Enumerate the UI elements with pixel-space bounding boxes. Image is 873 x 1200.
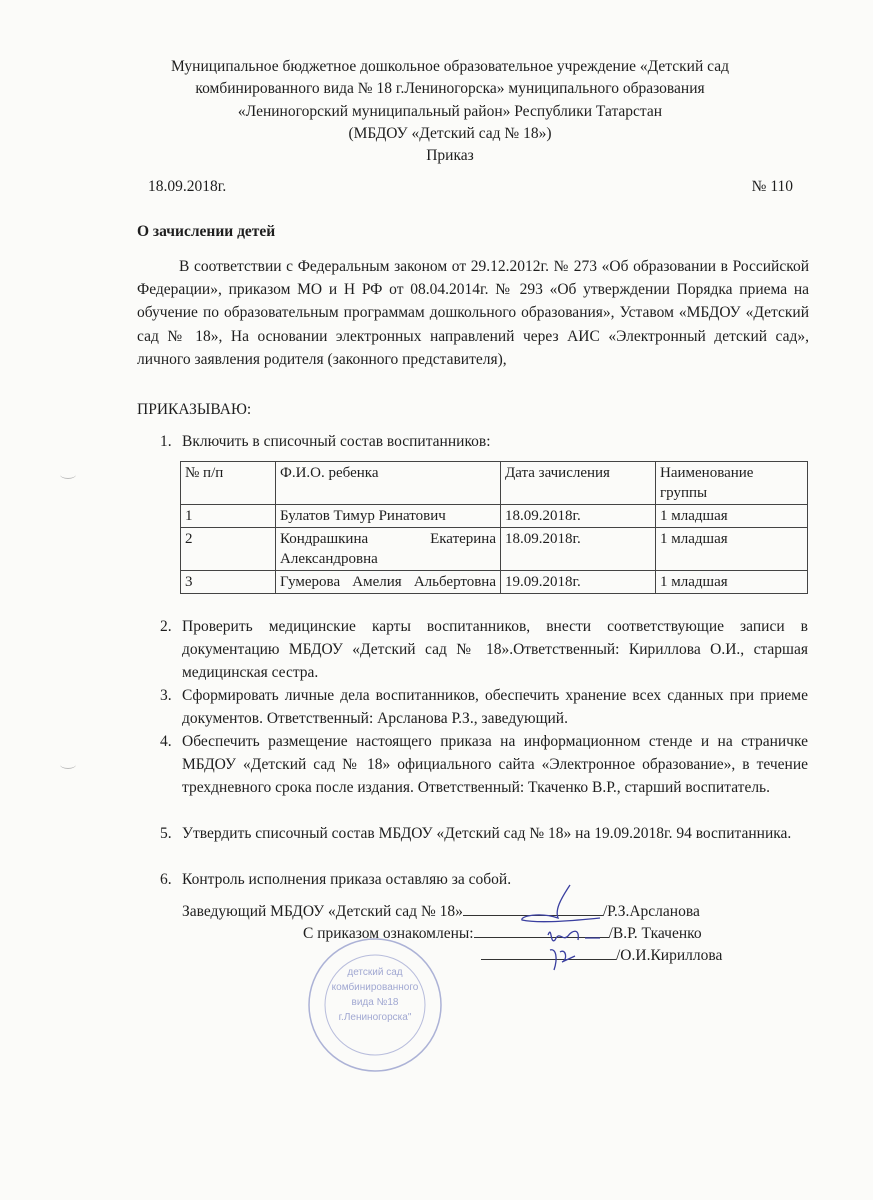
cell: 1 младшая	[656, 528, 808, 571]
scan-artifact	[60, 470, 76, 479]
cell: 1 младшая	[656, 571, 808, 594]
cell: 1 младшая	[656, 505, 808, 528]
order-number: № 110	[751, 178, 793, 195]
cell: Булатов Тимур Ринатович	[276, 505, 501, 528]
item-text: Контроль исполнения приказа оставляю за собой.	[182, 871, 512, 888]
header-cell: № п/п	[181, 462, 276, 505]
table-row	[181, 505, 808, 528]
header-cell: Дата зачисления	[501, 462, 656, 505]
document-type: Приказ	[426, 147, 474, 165]
list-item	[160, 684, 808, 730]
children-table	[180, 461, 808, 594]
header-cell: Наименование группы	[656, 462, 808, 505]
document-header	[100, 56, 800, 167]
handwritten-signatures	[500, 880, 640, 980]
order-word: ПРИКАЗЫВАЮ:	[137, 401, 252, 418]
item-number: 1.	[160, 433, 172, 450]
ack-label: С приказом ознакомлены:	[303, 925, 474, 942]
signer-name: /В.Р. Ткаченко	[608, 925, 702, 942]
table-row	[181, 528, 808, 571]
scan-artifact	[60, 760, 76, 769]
item-number: 4.	[160, 733, 172, 750]
list-item	[160, 868, 808, 891]
org-line: комбинированного вида № 18 г.Лениногорска» муниципального образования	[195, 80, 705, 98]
cell: 19.09.2018г.	[501, 571, 656, 594]
item-number: 6.	[160, 871, 172, 888]
item-number: 2.	[160, 618, 172, 635]
cell: 3	[181, 571, 276, 594]
order-date: 18.09.2018г.	[148, 178, 227, 195]
org-line: «Лениногорский муниципальный район» Республики Татарстан	[237, 102, 663, 120]
signer-title: Заведующий МБДОУ «Детский сад № 18»	[182, 903, 463, 920]
list-item	[160, 730, 808, 799]
cell: Гумерова Амелия Альбертовна	[276, 571, 501, 594]
item-number: 3.	[160, 687, 172, 704]
table-header-row	[181, 462, 808, 505]
cell: 18.09.2018г.	[501, 528, 656, 571]
item-text: Утвердить списочный состав МБДОУ «Детский сад № 18» на 19.09.2018г. 94 воспитанника.	[182, 825, 792, 842]
item-text: Проверить медицинские карты воспитанников, внести соответствующие записи в документацию МБДОУ «Детский сад № 18».Ответственный: Кириллова О.И., старшая медицинская сестра.	[182, 618, 808, 681]
item-text: Сформировать личные дела воспитанников, обеспечить хранение всех сданных при приеме документов. Ответственный: Арсланова Р.З., заведующий.	[182, 687, 808, 727]
official-stamp	[305, 935, 445, 1080]
cell: 1	[181, 505, 276, 528]
cell: Кондрашкина Екатерина Александровна	[276, 528, 501, 571]
item-text: Включить в списочный состав воспитанников:	[182, 433, 491, 450]
cell: 2	[181, 528, 276, 571]
header-cell: Ф.И.О. ребенка	[276, 462, 501, 505]
stamp-text: комбинированного	[331, 982, 419, 993]
item-text: Обеспечить размещение настоящего приказа на информационном стенде и на страничке МБДОУ «Детский сад № 18» официального сайта «Электронное образование», в течение трехдневного срока после издания. Ответственный: Ткаченко В.Р., старший воспитатель.	[182, 733, 808, 796]
org-short-name: (МБДОУ «Детский сад № 18»)	[348, 124, 552, 142]
item-number: 5.	[160, 825, 172, 842]
org-line: Муниципальное бюджетное дошкольное образовательное учреждение «Детский сад	[171, 58, 729, 75]
stamp-text: г.Лениногорска"	[338, 1012, 412, 1023]
table-row	[181, 571, 808, 594]
stamp-text: вида №18	[351, 997, 399, 1008]
stamp-text: детский сад	[347, 967, 403, 978]
list-item	[160, 430, 808, 453]
list-item	[160, 822, 808, 845]
cell: 18.09.2018г.	[501, 505, 656, 528]
signer-name: /О.И.Кириллова	[616, 947, 723, 964]
list-item	[160, 615, 808, 684]
order-subject: О зачислении детей	[137, 223, 276, 240]
preamble: В соответствии с Федеральным законом от 29.12.2012г. № 273 «Об образовании в Российской Федерации», приказом МО и Н РФ от 08.04.2014г. № 293 «Об утверждении Порядка приема на обучение по образовательным программам дошкольного образования», Уставом «МБДОУ «Детский сад № 18», На основании электронных направлений через АИС «Электронный детский сад», личного заявления родителя (законного представителя),	[137, 258, 809, 368]
signer-name: /Р.З.Арсланова	[602, 903, 700, 920]
